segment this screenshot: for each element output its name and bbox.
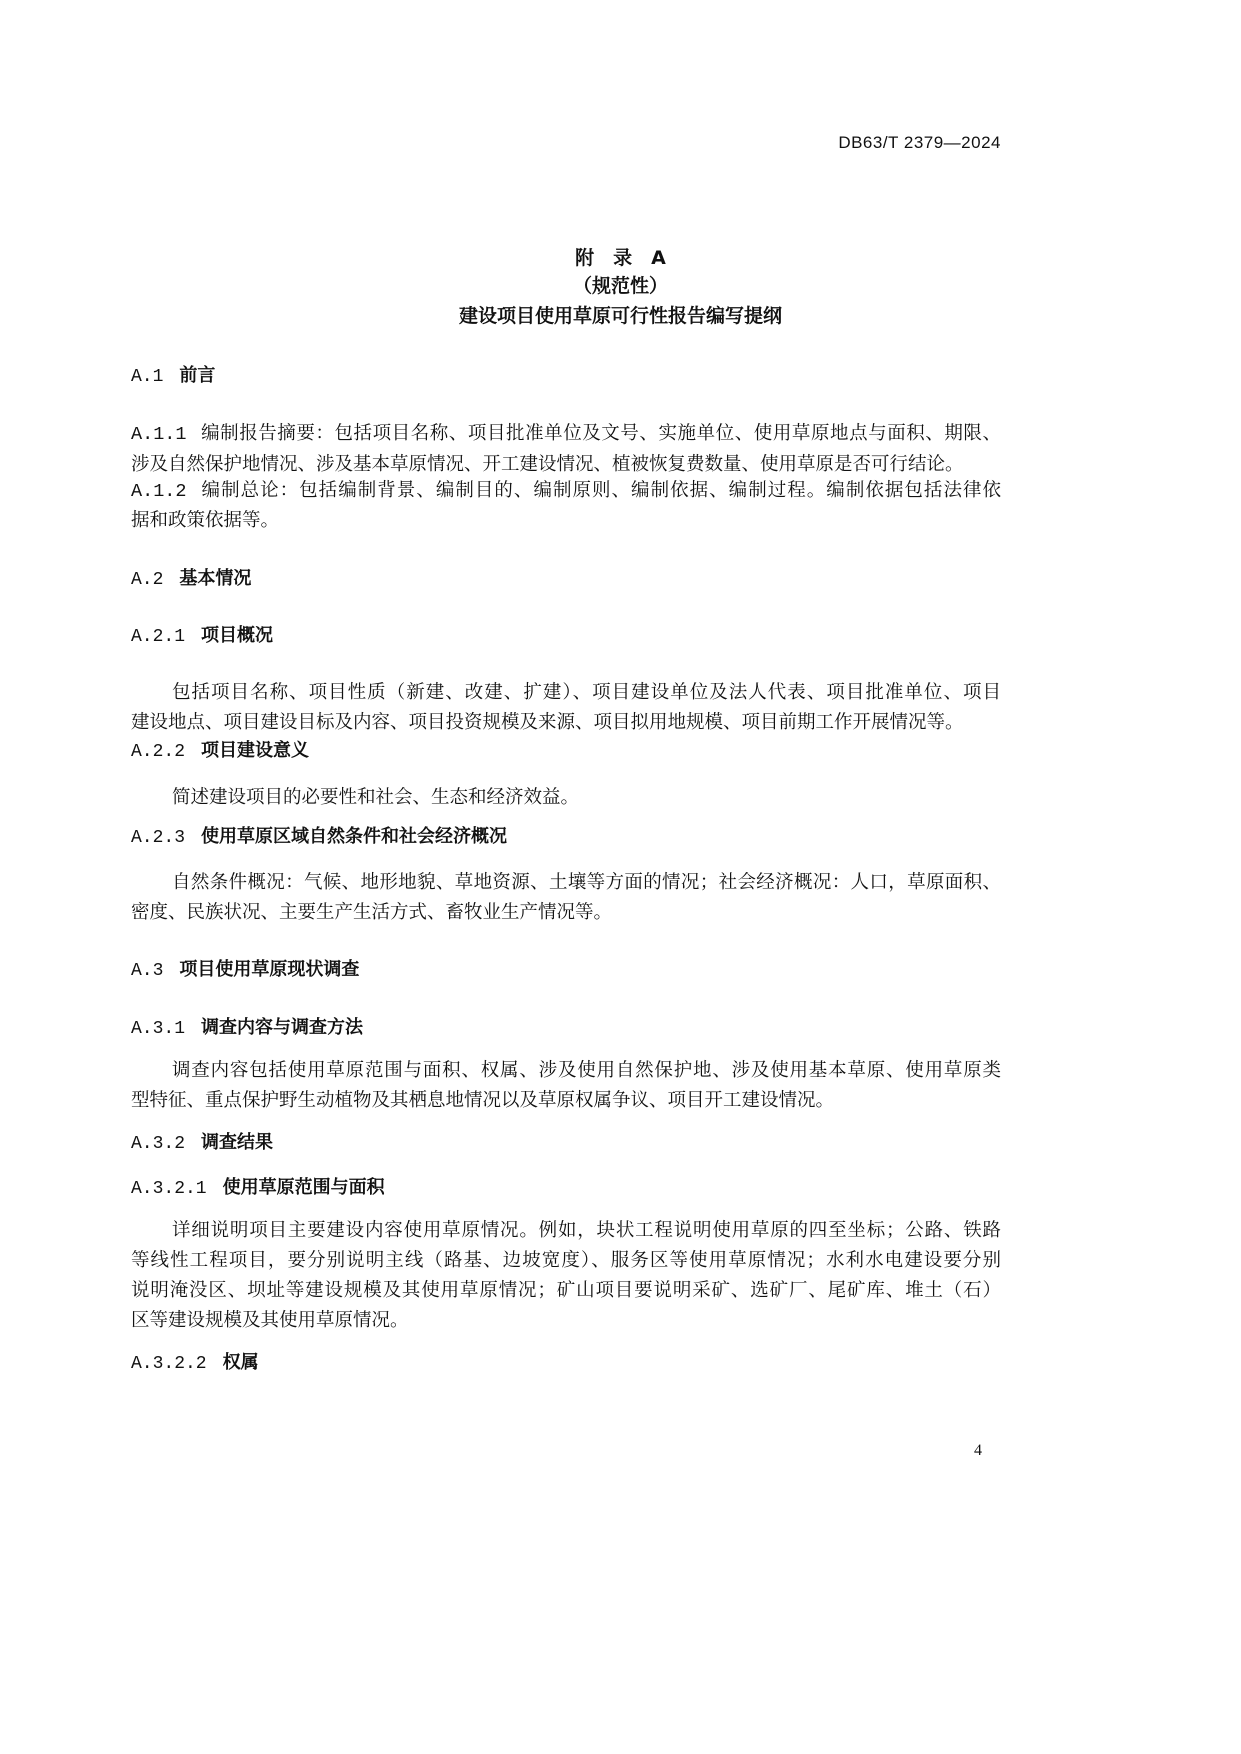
heading-title: 项目使用草原现状调查 — [179, 959, 360, 980]
clause-text: 编制总论：包括编制背景、编制目的、编制原则、编制依据、编制过程。编制依据包括法律依 — [200, 480, 1001, 501]
paragraph-line: 详细说明项目主要建设内容使用草原情况。例如，块状工程说明使用草原的四至坐标；公路、铁路 — [172, 1220, 1001, 1241]
page-number: 4 — [974, 1442, 982, 1459]
heading-number: A.3 — [131, 961, 164, 981]
heading-title: 权属 — [222, 1352, 259, 1373]
heading-number: A.3.1 — [131, 1019, 186, 1039]
paragraph-line: 简述建设项目的必要性和社会、生态和经济效益。 — [172, 787, 580, 808]
appendix-nature: （规范性） — [572, 275, 668, 297]
heading-number: A.3.2.2 — [131, 1354, 207, 1374]
clause-a12-line — [131, 476, 1001, 502]
clause-text: 编制报告摘要：包括项目名称、项目批准单位及文号、实施单位、使用草原地点与面积、期限、 — [200, 423, 1001, 444]
heading-number: A.2 — [131, 570, 164, 590]
heading-number: A.2.3 — [131, 828, 186, 848]
heading-a1 — [131, 361, 215, 387]
document-code: DB63/T 2379—2024 — [838, 133, 1001, 152]
heading-title: 调查结果 — [201, 1132, 274, 1153]
heading-title: 基本情况 — [179, 568, 252, 589]
paragraph-line: 说明淹没区、坝址等建设规模及其使用草原情况；矿山项目要说明采矿、选矿厂、尾矿库、堆土（石） — [131, 1280, 1001, 1301]
paragraph-line: 密度、民族状况、主要生产生活方式、畜牧业生产情况等。 — [131, 902, 613, 923]
clause-number: A.1.2 — [131, 481, 187, 502]
heading-title: 调查内容与调查方法 — [201, 1017, 364, 1038]
heading-number: A.2.1 — [131, 627, 186, 647]
clause-a11-line: 涉及自然保护地情况、涉及基本草原情况、开工建设情况、植被恢复费数量、使用草原是否可行结论。 — [131, 454, 964, 475]
heading-title: 项目概况 — [201, 625, 274, 646]
heading-number: A.3.2 — [131, 1134, 186, 1154]
paragraph-line: 包括项目名称、项目性质（新建、改建、扩建）、项目建设单位及法人代表、项目批准单位、项目 — [172, 682, 1001, 703]
paragraph-line: 等线性工程项目，要分别说明主线（路基、边坡宽度）、服务区等使用草原情况；水利水电建设要分别 — [131, 1250, 1001, 1271]
paragraph-line: 建设地点、项目建设目标及内容、项目投资规模及来源、项目拟用地规模、项目前期工作开展情况等。 — [131, 712, 964, 733]
heading-a2 — [131, 564, 251, 590]
heading-a23 — [131, 822, 507, 848]
paragraph-line: 型特征、重点保护野生动植物及其栖息地情况以及草原权属争议、项目开工建设情况。 — [131, 1090, 835, 1111]
heading-title: 项目建设意义 — [201, 740, 310, 761]
heading-number: A.2.2 — [131, 742, 186, 762]
paragraph-line: 自然条件概况：气候、地形地貌、草地资源、土壤等方面的情况；社会经济概况：人口，草原面积、 — [172, 872, 1001, 893]
heading-title: 使用草原范围与面积 — [222, 1177, 385, 1198]
heading-number: A.1 — [131, 367, 164, 387]
paragraph-line: 区等建设规模及其使用草原情况。 — [131, 1310, 409, 1331]
appendix-title: 建设项目使用草原可行性报告编写提纲 — [458, 305, 782, 327]
heading-a322 — [131, 1348, 259, 1374]
heading-title: 前言 — [179, 365, 216, 386]
heading-a321 — [131, 1173, 385, 1199]
clause-number: A.1.1 — [131, 424, 187, 445]
clause-a12-line: 据和政策依据等。 — [131, 510, 280, 531]
heading-a22 — [131, 736, 309, 762]
heading-title: 使用草原区域自然条件和社会经济概况 — [201, 826, 508, 847]
appendix-label: 附 录 A — [575, 247, 666, 269]
heading-a32 — [131, 1128, 273, 1154]
heading-a21 — [131, 621, 273, 647]
clause-a11-line — [131, 419, 1001, 445]
paragraph-line: 调查内容包括使用草原范围与面积、权属、涉及使用自然保护地、涉及使用基本草原、使用草原类 — [172, 1060, 1001, 1081]
heading-a3 — [131, 955, 359, 981]
heading-number: A.3.2.1 — [131, 1179, 207, 1199]
heading-a31 — [131, 1013, 363, 1039]
